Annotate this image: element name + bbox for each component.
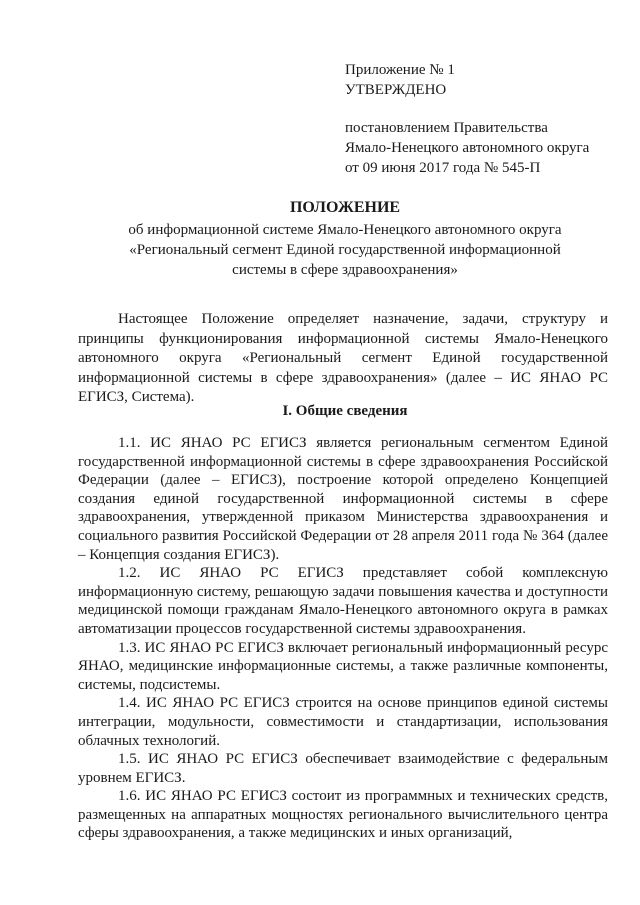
- appendix-number: Приложение № 1: [345, 62, 455, 78]
- section-body: [78, 434, 608, 843]
- clause-1-6: 1.6. ИС ЯНАО РС ЕГИСЗ состоит из программных и технических средств, размещенных на аппаратных мощностях регионального вычислительного центра сферы здравоохранения, а также медицинских и иных организаций,: [78, 788, 608, 842]
- region-line: Ямало-Ненецкого автономного округа: [345, 140, 590, 156]
- document-title: ПОЛОЖЕНИЕ: [289, 199, 401, 216]
- resolution-date-number: от 09 июня 2017 года № 545-П: [345, 160, 541, 176]
- appendix-approval-block: [345, 60, 625, 178]
- section-heading: I. Общие сведения: [282, 403, 408, 419]
- clause-1-4: 1.4. ИС ЯНАО РС ЕГИСЗ строится на основе принципов единой системы интеграции, модульности, совместимости и стандартизации, использования облачных технологий.: [78, 695, 608, 749]
- document-title-block: [60, 198, 630, 280]
- title-subline-3: системы в сфере здравоохранения»: [232, 262, 458, 278]
- clause-1-3: 1.3. ИС ЯНАО РС ЕГИСЗ включает региональный информационный ресурс ЯНАО, медицинские информационные системы, а также различные компоненты, системы, подсистемы.: [78, 639, 608, 693]
- approved-label: УТВЕРЖДЕНО: [345, 82, 447, 98]
- spacer: [345, 100, 625, 118]
- clause-1-5: 1.5. ИС ЯНАО РС ЕГИСЗ обеспечивает взаимодействие с федеральным уровнем ЕГИСЗ.: [78, 751, 608, 786]
- clause-1-1: 1.1. ИС ЯНАО РС ЕГИСЗ является региональным сегментом Единой государственной информационной системы в сфере здравоохранения Российской Федерации (далее – ЕГИСЗ), построение которой определено Концепцией создания единой государственной информационной системы в сфере здравоохранения, утвержденной приказом Министерства здравоохранения и социального развития Российской Федерации от 28 апреля 2011 года № 364 (далее – Концепция создания ЕГИСЗ).: [78, 435, 608, 563]
- clause-1-2: 1.2. ИС ЯНАО РС ЕГИСЗ представляет собой комплексную информационную систему, решающую задачи повышения качества и доступности медицинской помощи гражданам Ямало-Ненецкого автономного округа в рамках автоматизации процессов государственной системы здравоохранения.: [78, 565, 608, 637]
- intro-paragraph: Настоящее Положение определяет назначение, задачи, структуру и принципы функционирования информационной системы Ямало-Ненецкого автономного округа «Региональный сегмент Единой государственной информационной системы в сфере здравоохранения» (далее – ИС ЯНАО РС ЕГИСЗ, Система).: [78, 311, 608, 405]
- title-subline-1: об информационной системе Ямало-Ненецкого автономного округа: [128, 222, 562, 238]
- title-subline-2: «Региональный сегмент Единой государственной информационной: [129, 242, 561, 258]
- resolution-line: постановлением Правительства: [345, 120, 548, 136]
